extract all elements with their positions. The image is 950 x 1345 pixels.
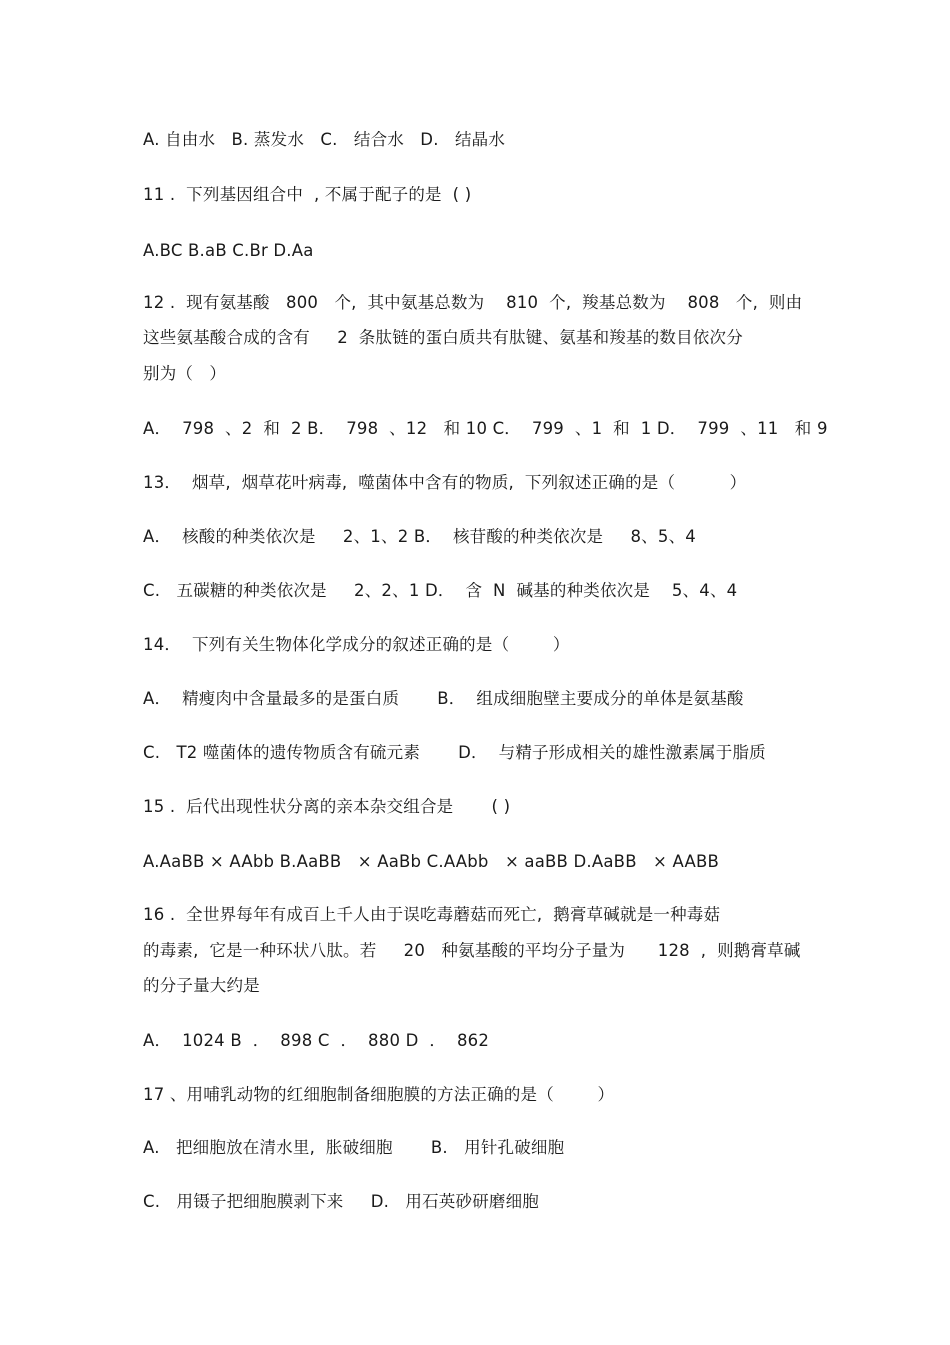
option-line-q15: A.AaBB × AAbb B.AaBB × AaBb C.AAbb × aaBB D.AaBB × AABB <box>143 852 719 871</box>
option-line-q17-ab: A. 把细胞放在清水里, 胀破细胞 B. 用针孔破细胞 <box>143 1138 565 1157</box>
option-line-q13-ab: A． 核酸的种类依次是 2、1、2 B． 核苷酸的种类依次是 8、5、4 <box>143 527 696 546</box>
question-13: 13． 烟草, 烟草花叶病毒, 噬菌体中含有的物质, 下列叙述正确的是（ ） <box>143 473 747 492</box>
option-line-q16: A． 1024 B ． 898 C ． 880 D ． 862 <box>143 1031 490 1050</box>
question-11: 11 . 下列基因组合中 , 不属于配子的是 ( ) <box>143 185 472 204</box>
option-line-q14-cd: C. T2 噬菌体的遗传物质含有硫元素 D． 与精子形成相关的雄性激素属于脂质 <box>143 743 766 762</box>
question-12-line-3: 别为（ ） <box>143 364 227 383</box>
option-line-q17-cd: C. 用镊子把细胞膜剥下来 D. 用石英砂研磨细胞 <box>143 1192 540 1211</box>
question-12-line-2: 这些氨基酸合成的含有 2 条肽链的蛋白质共有肽键、氨基和羧基的数目依次分 <box>143 328 743 347</box>
question-17: 17 、用哺乳动物的红细胞制备细胞膜的方法正确的是（ ） <box>143 1085 615 1104</box>
option-line-q14-ab: A． 精瘦肉中含量最多的是蛋白质 B． 组成细胞壁主要成分的单体是氨基酸 <box>143 689 744 708</box>
option-line-q13-cd: C. 五碳糖的种类依次是 2、2、1 D． 含 N 碱基的种类依次是 5、4、4 <box>143 581 738 600</box>
question-16-line-3: 的分子量大约是 <box>143 976 260 995</box>
question-16-line-2: 的毒素, 它是一种环状八肽。若 20 种氨基酸的平均分子量为 128 , 则鹅膏草碱 <box>143 941 801 960</box>
option-line-q12: A． 798 、2 和 2 B． 798 、12 和 10 C． 799 、1 和 1 D． 799 、11 和 9 <box>143 419 828 438</box>
question-15: 15 . 后代出现性状分离的亲本杂交组合是 ( ) <box>143 797 511 816</box>
option-line-q11: A.BC B.aB C.Br D.Aa <box>143 241 314 260</box>
question-16-line-1: 16 . 全世界每年有成百上千人由于误吃毒蘑菇而死亡, 鹅膏草碱就是一种毒菇 <box>143 905 721 924</box>
question-12-line-1: 12 . 现有氨基酸 800 个, 其中氨基总数为 810 个, 羧基总数为 808 个, 则由 <box>143 293 803 312</box>
option-line-q10: A. 自由水 B. 蒸发水 C. 结合水 D. 结晶水 <box>143 130 506 149</box>
question-14: 14． 下列有关生物体化学成分的叙述正确的是（ ） <box>143 635 570 654</box>
